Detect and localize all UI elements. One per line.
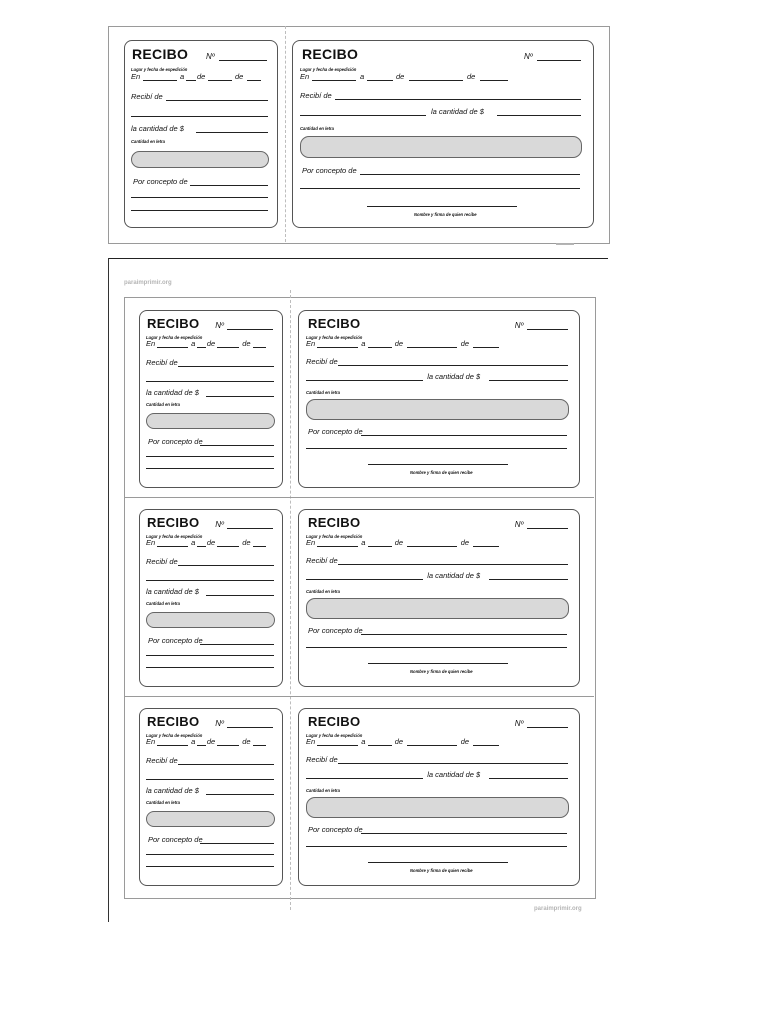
watermark-logo: ▬▬▬ xyxy=(556,241,574,247)
underline xyxy=(253,745,266,746)
place-date-label: Lugar y fecha de expedición xyxy=(131,67,188,72)
underline xyxy=(146,854,274,855)
recibi-de-label: Recibí de xyxy=(146,755,178,765)
place-date-label: Lugar y fecha de expedición xyxy=(306,335,363,341)
underline xyxy=(306,846,567,847)
underline xyxy=(131,210,268,211)
cantidad-en-letra-label: Cantidad en letra xyxy=(306,389,340,395)
underline xyxy=(206,794,274,795)
underline xyxy=(178,565,274,566)
receipt-number-label: Nº xyxy=(514,520,524,530)
underline xyxy=(368,745,392,746)
en-label: En xyxy=(306,339,316,349)
de-label: de xyxy=(206,339,216,349)
a-label: a xyxy=(191,538,196,548)
cantidad-label: la cantidad de $ xyxy=(146,387,199,397)
concepto-label: Por concepto de xyxy=(148,834,203,844)
signature-line xyxy=(368,464,509,465)
underline xyxy=(146,456,274,457)
underline xyxy=(146,381,274,382)
underline xyxy=(360,174,580,175)
receipt-title: RECIBO xyxy=(147,316,200,331)
place-date-label: Lugar y fecha de expedición xyxy=(146,335,203,341)
receipt-number-label: Nº xyxy=(514,321,524,331)
concepto-label: Por concepto de xyxy=(302,166,357,175)
de-label: de xyxy=(242,538,251,548)
concepto-label: Por concepto de xyxy=(148,436,203,446)
underline xyxy=(131,116,268,117)
amount-in-words-box xyxy=(146,413,275,429)
place-date-label: Lugar y fecha de expedición xyxy=(300,67,357,72)
underline xyxy=(317,546,358,547)
a-label: a xyxy=(361,339,366,349)
underline xyxy=(178,366,274,367)
cantidad-en-letra-label: Cantidad en letra xyxy=(306,787,340,793)
a-label: a xyxy=(180,72,185,81)
underline xyxy=(197,546,206,547)
underline xyxy=(497,115,581,116)
number-underline xyxy=(527,329,568,330)
cantidad-en-letra-label: Cantidad en letra xyxy=(146,800,180,806)
cantidad-label: la cantidad de $ xyxy=(427,570,481,580)
underline xyxy=(317,347,358,348)
underline xyxy=(217,745,239,746)
underline xyxy=(157,546,189,547)
cantidad-label: la cantidad de $ xyxy=(427,769,481,779)
cantidad-label: la cantidad de $ xyxy=(146,586,199,596)
underline xyxy=(367,80,393,81)
underline xyxy=(317,745,358,746)
a-label: a xyxy=(191,339,196,349)
underline xyxy=(473,745,499,746)
concepto-label: Por concepto de xyxy=(308,625,363,635)
de-label: de xyxy=(197,72,206,81)
underline xyxy=(407,546,457,547)
underline xyxy=(217,347,239,348)
en-label: En xyxy=(300,72,310,81)
underline xyxy=(473,347,499,348)
underline xyxy=(300,115,426,116)
amount-in-words-box xyxy=(131,151,269,168)
receipt-title: RECIBO xyxy=(132,46,189,62)
de-label: de xyxy=(242,339,251,349)
underline xyxy=(361,435,567,436)
de-label: de xyxy=(394,737,404,747)
underline xyxy=(407,347,457,348)
underline xyxy=(409,80,463,81)
recibi-de-label: Recibí de xyxy=(306,555,338,565)
de-label: de xyxy=(394,339,404,349)
a-label: a xyxy=(361,737,366,747)
en-label: En xyxy=(131,72,141,81)
underline xyxy=(146,655,274,656)
receipt-title: RECIBO xyxy=(308,714,361,729)
cut-line xyxy=(285,26,286,242)
cantidad-label: la cantidad de $ xyxy=(131,124,184,133)
underline xyxy=(200,445,273,446)
watermark-logo-bottom: paraimprimir.org xyxy=(534,906,582,912)
underline xyxy=(157,347,189,348)
en-label: En xyxy=(306,737,316,747)
receipt-number-label: Nº xyxy=(514,719,524,729)
left-edge-line xyxy=(108,258,109,922)
underline xyxy=(338,564,568,565)
cantidad-en-letra-label: Cantidad en letra xyxy=(306,588,340,594)
underline xyxy=(196,132,268,133)
concepto-label: Por concepto de xyxy=(308,426,363,436)
de-label: de xyxy=(396,72,405,81)
a-label: a xyxy=(361,538,366,548)
underline xyxy=(247,80,261,81)
underline xyxy=(306,448,567,449)
underline xyxy=(338,365,568,366)
recibi-de-label: Recibí de xyxy=(306,754,338,764)
cantidad-label: la cantidad de $ xyxy=(431,107,484,116)
amount-in-words-box xyxy=(306,598,569,619)
underline xyxy=(157,745,189,746)
underline xyxy=(206,595,274,596)
recibi-de-label: Recibí de xyxy=(146,556,178,566)
underline xyxy=(146,866,274,867)
underline xyxy=(473,546,499,547)
underline xyxy=(186,80,196,81)
cantidad-en-letra-label: Cantidad en letra xyxy=(146,402,180,408)
underline xyxy=(190,185,268,186)
underline xyxy=(361,833,567,834)
underline xyxy=(312,80,356,81)
de-label: de xyxy=(206,737,216,747)
receipt-title: RECIBO xyxy=(147,714,200,729)
en-label: En xyxy=(146,339,156,349)
signature-label: Nombre y firma de quien recibe xyxy=(410,469,473,475)
underline xyxy=(368,347,392,348)
place-date-label: Lugar y fecha de expedición xyxy=(306,534,363,540)
receipt-title: RECIBO xyxy=(308,515,361,530)
number-underline xyxy=(219,60,267,61)
underline xyxy=(253,347,266,348)
underline xyxy=(368,546,392,547)
underline xyxy=(407,745,457,746)
amount-in-words-box xyxy=(300,136,582,158)
signature-label: Nombre y firma de quien recibe xyxy=(410,668,473,674)
signature-line xyxy=(368,862,509,863)
cantidad-en-letra-label: Cantidad en letra xyxy=(300,126,334,131)
de-label: de xyxy=(206,538,216,548)
underline xyxy=(489,380,568,381)
receipt-number-label: Nº xyxy=(524,52,533,61)
underline xyxy=(131,197,268,198)
de-label: de xyxy=(460,737,470,747)
number-underline xyxy=(537,60,581,61)
cantidad-en-letra-label: Cantidad en letra xyxy=(131,139,165,144)
recibi-de-label: Recibí de xyxy=(131,92,163,101)
de-label: de xyxy=(460,538,470,548)
row-divider xyxy=(124,696,594,697)
place-date-label: Lugar y fecha de expedición xyxy=(306,733,363,739)
signature-line xyxy=(367,206,517,207)
amount-in-words-box xyxy=(146,612,275,628)
amount-in-words-box xyxy=(306,797,569,818)
a-label: a xyxy=(191,737,196,747)
place-date-label: Lugar y fecha de expedición xyxy=(146,534,203,540)
underline xyxy=(306,380,423,381)
cantidad-label: la cantidad de $ xyxy=(146,785,199,795)
row-divider xyxy=(124,497,594,498)
concepto-label: Por concepto de xyxy=(308,824,363,834)
underline xyxy=(146,779,274,780)
en-label: En xyxy=(306,538,316,548)
underline xyxy=(143,80,177,81)
number-underline xyxy=(227,329,272,330)
underline xyxy=(197,745,206,746)
concepto-label: Por concepto de xyxy=(148,635,203,645)
de-label: de xyxy=(460,339,470,349)
underline xyxy=(178,764,274,765)
concepto-label: Por concepto de xyxy=(133,177,188,186)
underline xyxy=(338,763,568,764)
underline xyxy=(208,80,232,81)
number-underline xyxy=(527,727,568,728)
receipt-number-label: Nº xyxy=(215,719,224,729)
underline xyxy=(206,396,274,397)
underline xyxy=(197,347,206,348)
receipt-title: RECIBO xyxy=(147,515,200,530)
a-label: a xyxy=(360,72,365,81)
underline xyxy=(253,546,266,547)
en-label: En xyxy=(146,737,156,747)
cantidad-en-letra-label: Cantidad en letra xyxy=(146,601,180,607)
signature-line xyxy=(368,663,509,664)
underline xyxy=(335,99,581,100)
recibi-de-label: Recibí de xyxy=(300,91,332,100)
underline xyxy=(306,647,567,648)
de-label: de xyxy=(235,72,244,81)
receipt-title: RECIBO xyxy=(308,316,361,331)
cantidad-label: la cantidad de $ xyxy=(427,371,481,381)
cut-line-vertical xyxy=(290,290,291,910)
recibi-de-label: Recibí de xyxy=(306,356,338,366)
place-date-label: Lugar y fecha de expedición xyxy=(146,733,203,739)
receipt-number-label: Nº xyxy=(206,52,215,61)
number-underline xyxy=(527,528,568,529)
recibi-de-label: Recibí de xyxy=(146,357,178,367)
amount-in-words-box xyxy=(306,399,569,420)
de-label: de xyxy=(394,538,404,548)
signature-label: Nombre y firma de quien recibe xyxy=(414,212,477,217)
underline xyxy=(306,778,423,779)
underline xyxy=(217,546,239,547)
underline xyxy=(146,667,274,668)
receipt-title: RECIBO xyxy=(302,46,359,62)
en-label: En xyxy=(146,538,156,548)
underline xyxy=(146,468,274,469)
de-label: de xyxy=(242,737,251,747)
underline xyxy=(146,580,274,581)
underline xyxy=(306,579,423,580)
watermark-logo-top: paraimprimir.org xyxy=(124,280,172,286)
underline xyxy=(166,100,268,101)
number-underline xyxy=(227,727,272,728)
underline xyxy=(300,188,580,189)
receipt-number-label: Nº xyxy=(215,321,224,331)
de-label: de xyxy=(467,72,476,81)
underline xyxy=(200,843,273,844)
separator-line xyxy=(108,258,608,259)
underline xyxy=(489,778,568,779)
signature-label: Nombre y firma de quien recibe xyxy=(410,867,473,873)
underline xyxy=(361,634,567,635)
underline xyxy=(200,644,273,645)
amount-in-words-box xyxy=(146,811,275,827)
underline xyxy=(489,579,568,580)
receipt-number-label: Nº xyxy=(215,520,224,530)
underline xyxy=(480,80,508,81)
number-underline xyxy=(227,528,272,529)
